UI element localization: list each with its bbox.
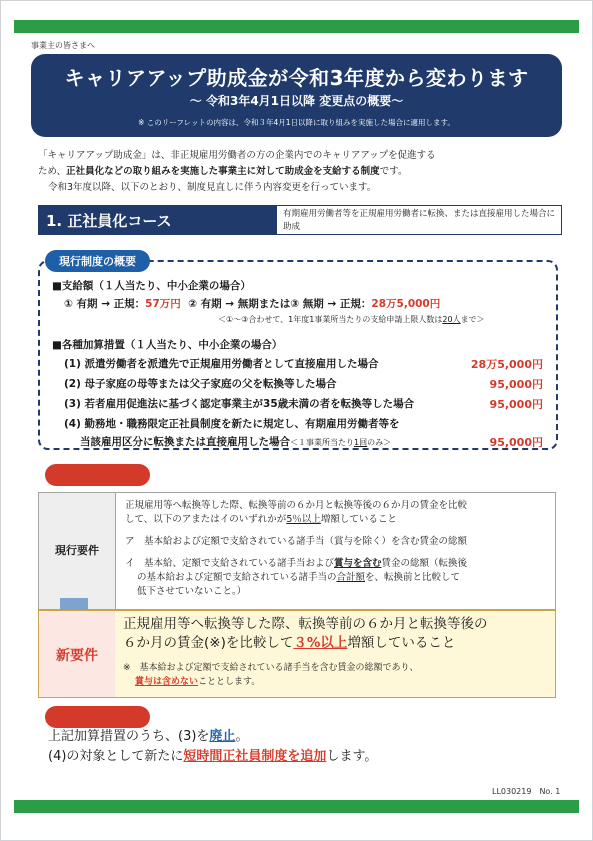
addition-line-1: 上記加算措置のうち、(3)を廃止。: [48, 729, 249, 744]
add-item-1: (1) 派遣労働者を派遣先で正規雇用労働者として直接雇用した場合: [64, 358, 379, 370]
add-heading: ■各種加算措置（１人当たり、中小企業の場合）: [52, 339, 283, 351]
title-note: ※ このリーフレットの内容は、令和３年4月1日以降に取り組みを実施した場合に適用します。: [138, 118, 455, 127]
new-requirements-table: [38, 610, 556, 698]
intro-line-2: ため、正社員化などの取り組みを実施した事業主に対して助成金を支給する制度です。: [38, 166, 408, 177]
add-item-4-cont: 当該雇用区分に転換または直接雇用した場合＜１事業所当たり1回のみ＞: [80, 436, 392, 448]
course-description: 有期雇用労働者等を正規雇用労働者に転換、または直接雇用した場合に助成: [276, 205, 562, 235]
bottom-green-bar: [14, 800, 579, 813]
addressee: 事業主の皆さまへ: [31, 41, 95, 50]
intro-line-1: 「キャリアアップ助成金」は、非正規雇用労働者の方の企業内でのキャリアアップを促進する: [38, 150, 436, 161]
new-req-note-1: ※ 基本給および定額で支給されている諸手当を含む賃金の総額であり、: [123, 663, 419, 673]
pay-heading: ■支給額（１人当たり、中小企業の場合）: [52, 280, 251, 292]
add-item-4: (4) 勤務地・職務限定正社員制度を新たに規定し、有期雇用労働者等を: [64, 418, 400, 430]
current-system-pill: 現行制度の概要: [45, 250, 150, 272]
new-req-line-2: ６か月の賃金(※)を比較して３%以上増額していること: [123, 635, 456, 651]
add-item-2-amount: 95,000円: [489, 378, 543, 391]
new-requirements-label: 新要件: [56, 648, 98, 664]
course-title: 1. 正社員化コース: [46, 212, 172, 230]
add-item-1-amount: 28万5,000円: [470, 358, 543, 371]
cur-req-a: ア 基本給および定額で支給されている諸手当（賞与を除く）を含む賃金の総額: [125, 536, 468, 547]
new-requirements-label-cell: [39, 611, 116, 697]
requirements-pill: 支給要件の変更: [45, 464, 150, 486]
new-req-note: [123, 661, 419, 689]
page-title: キャリアアップ助成金が令和3年度から変わります: [64, 66, 529, 90]
new-req-text: [123, 615, 488, 653]
cur-req-line-1: 正規雇用等へ転換等した際、転換等前の６か月と転換等後の６か月の賃金を比較: [125, 500, 468, 511]
top-green-bar: [14, 20, 579, 33]
add-item-3: (3) 若者雇用促進法に基づく認定事業主が35歳未満の者を転換等した場合: [64, 398, 415, 410]
current-requirements-label: 現行要件: [55, 544, 99, 557]
pay-amounts: ① 有期 → 正規：57万円 ② 有期 → 無期または③ 無期 → 正規：28万5,000円: [64, 298, 441, 310]
intro-text: [38, 148, 563, 196]
cur-req-i-1: イ 基本給、定額で支給されている諸手当および賞与を含む賃金の総額（転換後: [125, 558, 468, 569]
add-item-2: (2) 母子家庭の母等または父子家庭の父を転換等した場合: [64, 378, 337, 390]
new-requirements-body: [115, 611, 555, 697]
course-header: [38, 205, 562, 235]
cur-req-i-2: の基本給および定額で支給されている諸手当の合計額を、転換前と比較して: [137, 572, 461, 583]
cur-req-i-3: 低下させていないこと。）: [137, 586, 247, 597]
page-subtitle: ～ 令和3年4月1日以降 変更点の概要～: [189, 94, 404, 108]
intro-line-3: 令和3年度以降、以下のとおり、制度見直しに伴う内容変更を行っています。: [48, 182, 377, 193]
addition-line-2: (4)の対象として新たに短時間正社員制度を追加します。: [48, 749, 378, 764]
new-req-note-2: 賞与は含めないこととします。: [135, 677, 261, 687]
leaflet-id: LL030219 No. 1: [492, 787, 561, 796]
new-req-line-1: 正規雇用等へ転換等した際、転換等前の６か月と転換等後の: [123, 616, 488, 632]
cur-req-line-2: して、以下のアまたはイのいずれかが5％以上増額していること: [125, 514, 397, 525]
addition-pill: 加算措置の変更: [45, 706, 150, 728]
addition-text: [48, 727, 377, 767]
add-item-4-amount: 95,000円: [489, 436, 543, 449]
add-item-3-amount: 95,000円: [489, 398, 543, 411]
current-requirements-table: [38, 492, 556, 610]
current-requirements-label-cell: [39, 493, 116, 609]
pay-note: ＜①～③合わせて、1年度1事業所当たりの支給申請上限人数は20人まで＞: [218, 315, 485, 324]
title-banner: [31, 54, 562, 137]
